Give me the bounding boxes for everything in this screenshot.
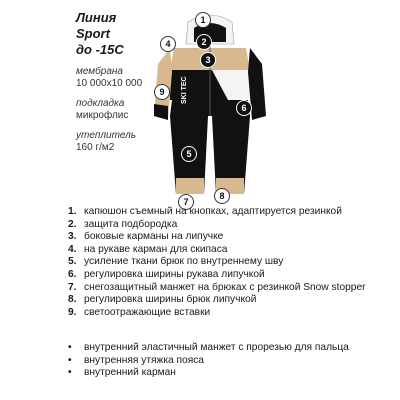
feature-item [68,256,388,269]
callout-2: 2 [196,34,212,50]
spec-label: утеплитель [76,130,137,141]
line-title: Линия [76,10,117,25]
extra-text: внутренний карман [84,367,176,379]
feature-text: светоотражающие вставки [84,306,211,318]
feature-number: 8. [68,294,77,306]
feature-number: 7. [68,281,77,293]
extra-item [68,342,388,355]
callout-3: 3 [200,52,216,68]
feature-text: защита подбородка [84,218,178,230]
feature-number: 2. [68,218,77,230]
ski-suit-illustration [150,8,270,208]
callout-5: 5 [181,146,197,162]
callout-4: 4 [160,36,176,52]
feature-item [68,307,388,320]
feature-item [68,206,388,219]
feature-list [68,206,388,319]
feature-number: 5. [68,256,77,268]
feature-item [68,219,388,232]
feature-number: 1. [68,206,77,217]
callout-7: 7 [178,194,194,210]
callout-8: 8 [214,188,230,204]
feature-number: 9. [68,306,77,318]
spec-value: 160 г/м2 [76,142,115,153]
extra-feature-list [68,342,388,380]
bullet: • [68,354,72,366]
extra-item [68,367,388,380]
extra-item [68,355,388,368]
brand-text: SKI TEC [181,76,188,104]
temperature-rating: до -15С [76,42,124,57]
callout-1: 1 [195,12,211,28]
feature-number: 6. [68,268,77,280]
spec-label: мембрана [76,66,123,77]
feature-item [68,269,388,282]
bullet: • [68,367,72,379]
feature-item [68,294,388,307]
feature-item [68,244,388,257]
feature-text: снегозащитный манжет на брюках с резинкой Snow stopper [84,281,366,293]
feature-text: регулировка ширины брюк липучкой [84,294,257,306]
feature-text: регулировка ширины рукава липучкой [84,268,265,280]
feature-item [68,282,388,295]
left-leg-cuff [176,178,204,194]
extra-text: внутренний эластичный манжет с прорезью для пальца [84,342,349,353]
left-cuff [154,104,168,120]
feature-number: 3. [68,231,77,243]
feature-text: капюшон съемный на кнопках, адаптируется резинкой [84,206,342,217]
spec-value: 10 000х10 000 [76,78,143,89]
spec-label: подкладка [76,98,125,109]
feature-text: усиление ткани брюк по внутреннему шву [84,256,284,268]
feature-number: 4. [68,243,77,255]
extra-text: внутренняя утяжка пояса [84,354,204,366]
spec-value: микрофлис [76,110,129,121]
callout-9: 9 [154,84,170,100]
callout-6: 6 [236,100,252,116]
feature-text: на рукаве карман для скипаса [84,243,228,255]
feature-item [68,231,388,244]
bullet: • [68,342,72,353]
feature-text: боковые карманы на липучке [84,231,224,243]
line-name: Sport [76,26,110,41]
